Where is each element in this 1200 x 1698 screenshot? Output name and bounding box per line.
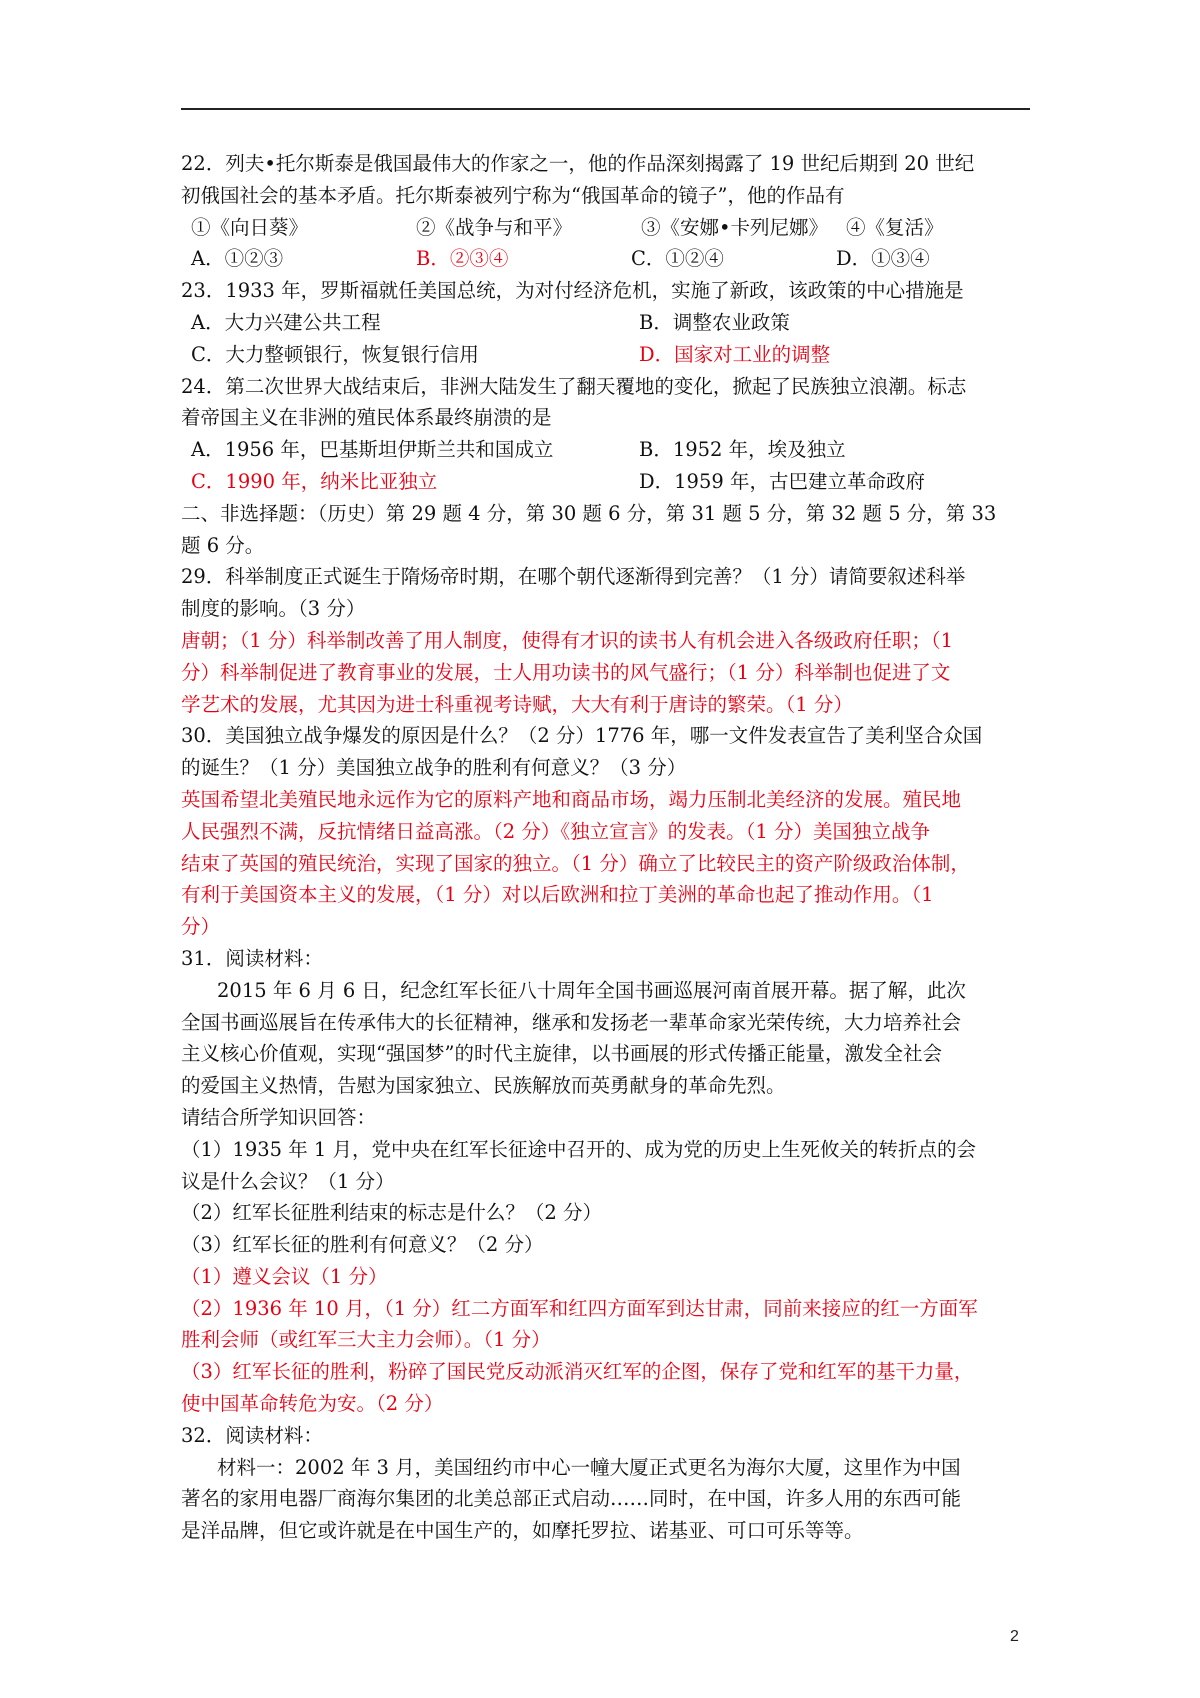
q22-options xyxy=(181,243,1031,275)
q31-material-line-4: 的爱国主义热情，告慰为国家独立、民族解放而英勇献身的革命先烈。 xyxy=(181,1074,786,1098)
q22-stem-line-2: 初俄国社会的基本矛盾。托尔斯泰被列宁称为“俄国革命的镜子”，他的作品有 xyxy=(181,183,845,207)
document-body xyxy=(181,148,1031,1547)
q23-option-c: C．大力整顿银行，恢复银行信用 xyxy=(191,342,479,366)
q31-question-3: （3）红军长征的胜利有何意义？（2 分） xyxy=(181,1233,544,1257)
q30-answer-line-5: 分） xyxy=(181,915,221,939)
q31-question-1-line-2: 议是什么会议？（1 分） xyxy=(181,1169,395,1193)
q32-material-line-1: 材料一：2002 年 3 月，美国纽约市中心一幢大厦正式更名为海尔大厦，这里作为中国 xyxy=(217,1455,961,1479)
q29-answer-line-1: 唐朝；（1 分）科举制改善了用人制度，使得有才识的读书人有机会进入各级政府任职；（1 xyxy=(181,628,954,652)
q24-options-row-1 xyxy=(181,434,1031,466)
q24-options-row-2 xyxy=(181,466,1031,498)
q31-title: 31．阅读材料： xyxy=(181,946,323,970)
q29-stem-line-1: 29．科举制度正式诞生于隋炀帝时期，在哪个朝代逐渐得到完善？（1 分）请简要叙述科举 xyxy=(181,565,966,589)
q31-material-line-2: 全国书画巡展旨在传承伟大的长征精神，继承和发扬老一辈革命家光荣传统，大力培养社会 xyxy=(181,1010,962,1034)
page-number: 2 xyxy=(1010,1628,1019,1645)
q24-stem-line-1: 24．第二次世界大战结束后，非洲大陆发生了翻天覆地的变化，掀起了民族独立浪潮。标志 xyxy=(181,374,967,398)
q30-answer-line-4: 有利于美国资本主义的发展，（1 分）对以后欧洲和拉丁美洲的革命也起了推动作用。（1 xyxy=(181,883,934,907)
header-rule xyxy=(181,108,1030,110)
q31-answer-2-line-2: 胜利会师（或红军三大主力会师）。（1 分） xyxy=(181,1328,551,1352)
section2-heading-line-1: 二、非选择题：（历史）第 29 题 4 分，第 30 题 6 分，第 31 题 5 分，第 32 题 5 分，第 33 xyxy=(181,501,997,525)
q22-option-c: C．①②④ xyxy=(631,247,724,271)
q22-work-4: ④《复活》 xyxy=(846,215,944,239)
q22-work-2: ②《战争与和平》 xyxy=(416,215,573,239)
q31-answer-2-line-1: （2）1936 年 10 月，（1 分）红二方面军和红四方面军到达甘肃，同前来接应的红一方面军 xyxy=(181,1296,978,1320)
q22-option-d: D．①③④ xyxy=(836,247,930,271)
q23-options-row-1 xyxy=(181,307,1031,339)
q23-option-a: A．大力兴建公共工程 xyxy=(191,310,381,334)
q22-option-a: A．①②③ xyxy=(191,247,284,271)
q24-option-b: B．1952 年，埃及独立 xyxy=(639,438,846,462)
q32-material-line-3: 是洋品牌，但它或许就是在中国生产的，如摩托罗拉、诺基亚、可口可乐等等。 xyxy=(181,1519,864,1543)
q31-answer-1: （1）遵义会议（1 分） xyxy=(181,1264,388,1288)
q22-option-b-answer: B．②③④ xyxy=(416,247,509,271)
q24-option-c-answer: C．1990 年，纳米比亚独立 xyxy=(191,469,438,493)
q29-answer-line-2: 分）科举制促进了教育事业的发展，士人用功读书的风气盛行；（1 分）科举制也促进了文 xyxy=(181,660,951,684)
q22-works xyxy=(181,212,1031,244)
q24-option-a: A．1956 年，巴基斯坦伊斯兰共和国成立 xyxy=(191,438,554,462)
q31-material-line-3: 主义核心价值观，实现“强国梦”的时代主旋律，以书画展的形式传播正能量，激发全社会 xyxy=(181,1042,942,1066)
q31-material-line-1: 2015 年 6 月 6 日，纪念红军长征八十周年全国书画巡展河南首展开幕。据了解，此次 xyxy=(217,978,966,1002)
q22-stem-line-1: 22．列夫•托尔斯泰是俄国最伟大的作家之一，他的作品深刻揭露了 19 世纪后期到 20 世纪 xyxy=(181,152,975,175)
q30-answer-line-3: 结束了英国的殖民统治，实现了国家的独立。（1 分）确立了比较民主的资产阶级政治体制， xyxy=(181,851,970,875)
q31-question-2: （2）红军长征胜利结束的标志是什么？（2 分） xyxy=(181,1201,603,1225)
q30-answer-line-1: 英国希望北美殖民地永远作为它的原料产地和商品市场，竭力压制北美经济的发展。殖民地 xyxy=(181,787,962,811)
q22-work-3: ③《安娜•卡列尼娜》 xyxy=(641,215,829,239)
q23-option-b: B．调整农业政策 xyxy=(639,310,790,334)
q23-stem: 23．1933 年，罗斯福就任美国总统，为对付经济危机，实施了新政，该政策的中心措施是 xyxy=(181,279,964,303)
q22-work-1: ①《向日葵》 xyxy=(191,215,309,239)
q23-options-row-2 xyxy=(181,339,1031,371)
q31-answer-3-line-1: （3）红军长征的胜利，粉碎了国民党反动派消灭红军的企图，保存了党和红军的基干力量， xyxy=(181,1360,974,1384)
q30-stem-line-1: 30．美国独立战争爆发的原因是什么？（2 分）1776 年，哪一文件发表宣告了美利坚合众国 xyxy=(181,724,983,748)
q31-question-1-line-1: （1）1935 年 1 月，党中央在红军长征途中召开的、成为党的历史上生死攸关的转折点的会 xyxy=(181,1137,977,1161)
q24-stem-line-2: 着帝国主义在非洲的殖民体系最终崩溃的是 xyxy=(181,406,552,430)
q29-answer-line-3: 学艺术的发展，尤其因为进士科重视考诗赋，大大有利于唐诗的繁荣。（1 分） xyxy=(181,692,853,716)
q24-option-d: D．1959 年，古巴建立革命政府 xyxy=(639,469,925,493)
q29-stem-line-2: 制度的影响。（3 分） xyxy=(181,597,366,621)
q31-answer-3-line-2: 使中国革命转危为安。（2 分） xyxy=(181,1392,444,1416)
q32-material-line-2: 著名的家用电器厂商海尔集团的北美总部正式启动……同时，在中国，许多人用的东西可能 xyxy=(181,1487,962,1511)
q30-answer-line-2: 人民强烈不满，反抗情绪日益高涨。（2 分）《独立宣言》的发表。（1 分）美国独立战争 xyxy=(181,819,930,843)
q32-title: 32．阅读材料： xyxy=(181,1423,323,1447)
q30-stem-line-2: 的诞生？（1 分）美国独立战争的胜利有何意义？（3 分） xyxy=(181,756,687,780)
q23-option-d-answer: D．国家对工业的调整 xyxy=(639,342,831,366)
q31-prompt: 请结合所学知识回答： xyxy=(181,1105,377,1129)
section2-heading-line-2: 题 6 分。 xyxy=(181,533,265,557)
